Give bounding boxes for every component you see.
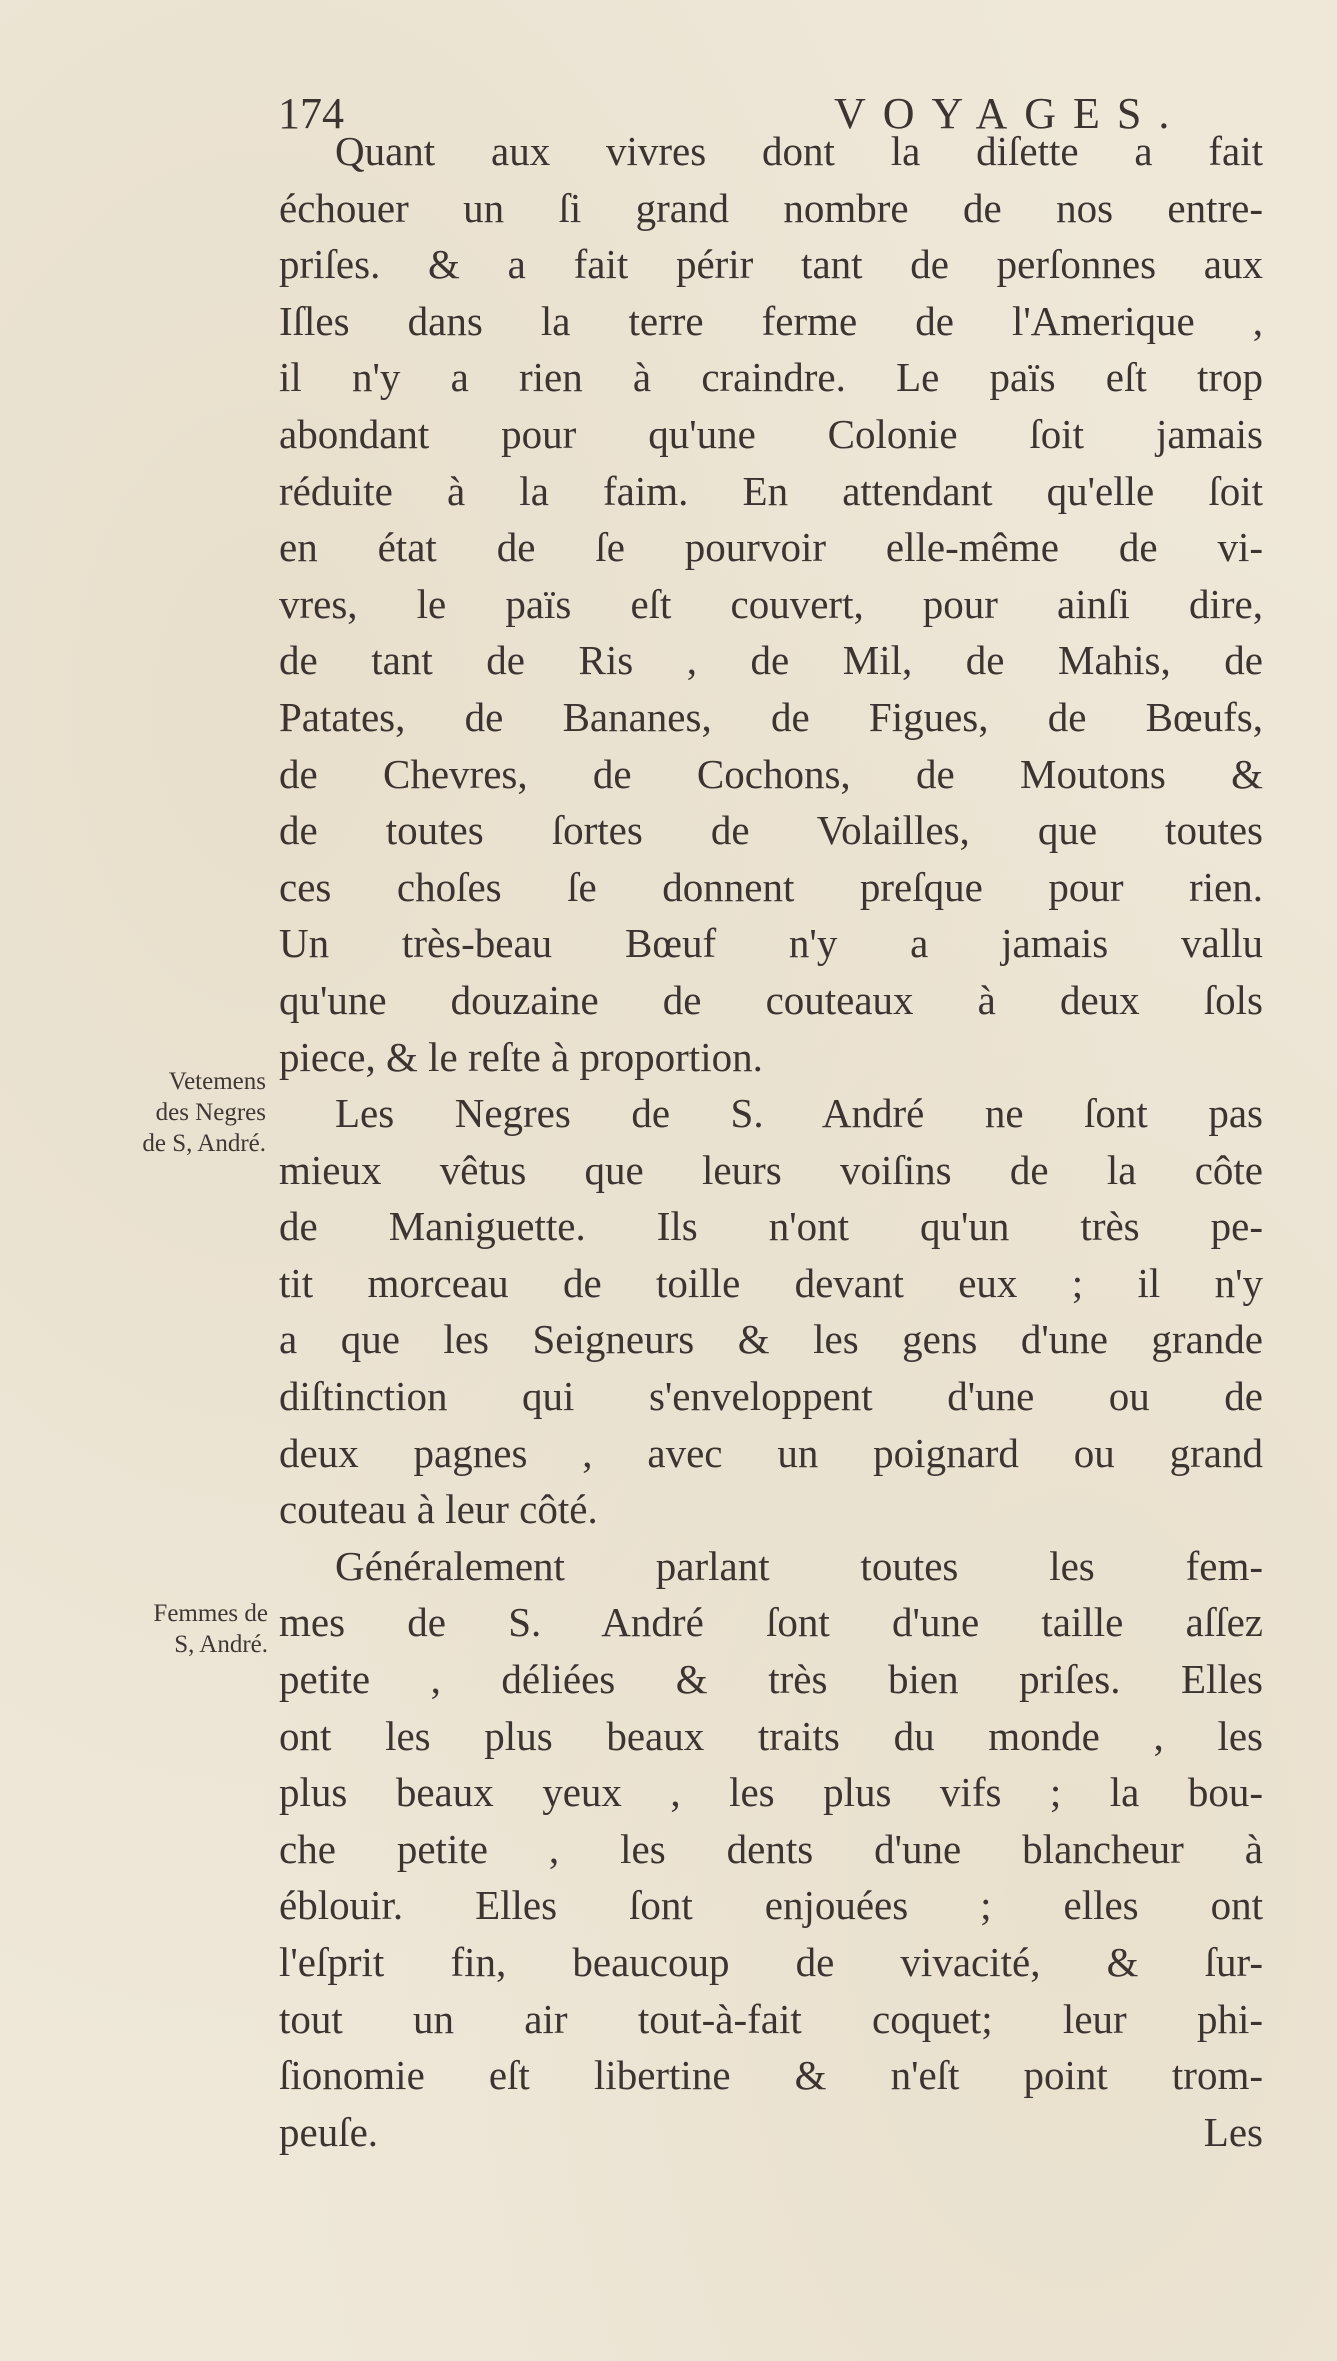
text-line: plus beaux yeux , les plus vifs ; la bou- <box>279 1769 1263 1816</box>
text-line: qu'une douzaine de couteaux à deux ſols <box>279 976 1263 1023</box>
text-line: mes de S. André ſont d'une taille aſſez <box>279 1599 1263 1646</box>
text-line: éblouir. Elles ſont enjouées ; elles ont <box>279 1882 1263 1929</box>
text-line: en état de ſe pourvoir elle-même de vi- <box>279 524 1263 571</box>
text-line: Patates, de Bananes, de Figues, de Bœufs, <box>279 693 1263 740</box>
margin-note-line: des Negres <box>155 1099 266 1126</box>
margin-note-clothing <box>70 1066 266 1159</box>
text-line: couteau à leur côté. <box>279 1486 598 1533</box>
text-line: petite , déliées & très bien priſes. Elles <box>279 1656 1263 1703</box>
catchword: Les <box>1203 2108 1263 2155</box>
text-line: Iſles dans la terre ferme de l'Amerique , <box>279 297 1263 344</box>
text-line: de Chevres, de Cochons, de Moutons & <box>279 750 1263 797</box>
final-line <box>279 2104 1263 2161</box>
text-line: l'eſprit fin, beaucoup de vivacité, & ſur- <box>279 1939 1263 1985</box>
text-line: Généralement parlant toutes les fem- <box>335 1542 1263 1589</box>
text-line: peuſe. <box>279 2108 379 2155</box>
running-title: VOYAGES. <box>834 89 1187 138</box>
text-line: priſes. & a fait périr tant de perſonnes aux <box>279 241 1263 288</box>
text-line: Quant aux vivres dont la diſette a fait <box>335 128 1263 174</box>
text-line: mieux vêtus que leurs voiſins de la côte <box>279 1146 1263 1193</box>
text-line: il n'y a rien à craindre. Le païs eſt trop <box>279 354 1263 401</box>
text-line: abondant pour qu'une Colonie ſoit jamais <box>279 410 1263 457</box>
text-line: de toutes ſortes de Volailles, que toutes <box>279 807 1263 854</box>
text-line: échouer un ſi grand nombre de nos entre- <box>279 184 1263 231</box>
text-line: che petite , les dents d'une blancheur à <box>279 1825 1263 1872</box>
text-line: réduite à la faim. En attendant qu'elle ſoit <box>279 467 1263 514</box>
text-line: Les Negres de S. André ne ſont pas <box>335 1090 1263 1137</box>
margin-note-line: Vetemens <box>168 1068 266 1095</box>
text-line: de tant de Ris , de Mil, de Mahis, de <box>279 637 1263 684</box>
text-line: Un très-beau Bœuf n'y a jamais vallu <box>279 920 1263 967</box>
text-line: tit morceau de toille devant eux ; il n'y <box>279 1259 1263 1306</box>
text-line: tout un air tout-à-fait coquet; leur phi- <box>279 1995 1263 2042</box>
text-line: ont les plus beaux traits du monde , les <box>279 1712 1263 1759</box>
page-number: 174 <box>278 89 344 138</box>
body-text <box>279 123 1263 2160</box>
text-line: ces choſes ſe donnent preſque pour rien. <box>279 863 1263 910</box>
text-line: ſionomie eſt libertine & n'eſt point trom- <box>279 2052 1263 2099</box>
text-line: piece, & le reſte à proportion. <box>279 1033 763 1080</box>
text-line: a que les Seigneurs & les gens d'une grande <box>279 1316 1263 1363</box>
margin-note-line: Femmes de <box>153 1600 268 1627</box>
text-line: deux pagnes , avec un poignard ou grand <box>279 1429 1263 1476</box>
text-line: vres, le païs eſt couvert, pour ainſi dire, <box>279 580 1263 627</box>
margin-note-line: S, André. <box>174 1631 268 1658</box>
margin-note-women <box>70 1598 268 1660</box>
margin-note-line: de S, André. <box>142 1130 266 1157</box>
text-line: diſtinction qui s'enveloppent d'une ou de <box>279 1373 1263 1420</box>
text-line: de Maniguette. Ils n'ont qu'un très pe- <box>279 1203 1263 1250</box>
